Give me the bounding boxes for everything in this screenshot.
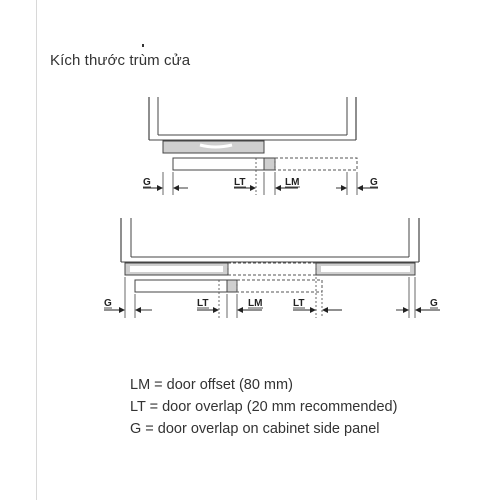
top-g-left-label: G bbox=[143, 177, 151, 188]
bottom-cabinet bbox=[121, 218, 419, 262]
bottom-rear-door-overlap bbox=[227, 280, 237, 292]
bottom-g-right-label: G bbox=[430, 298, 438, 309]
legend-g: G = door overlap on cabinet side panel bbox=[130, 421, 380, 437]
top-rear-door-overlap bbox=[264, 158, 275, 170]
top-cabinet bbox=[149, 97, 356, 140]
bottom-lt-label: LT bbox=[197, 298, 209, 309]
legend-lt: LT = door overlap (20 mm recommended) bbox=[130, 399, 398, 415]
bottom-rear-door bbox=[135, 280, 227, 292]
page-title: Kích thước trùm cửa bbox=[50, 52, 191, 69]
legend-lm: LM = door offset (80 mm) bbox=[130, 377, 293, 393]
bottom-front-door-gap bbox=[228, 263, 316, 275]
bottom-rear-door-open-position bbox=[237, 280, 322, 292]
top-rear-door bbox=[173, 158, 264, 170]
top-g-right-label: G bbox=[370, 177, 378, 188]
legend bbox=[130, 374, 397, 440]
top-lm-label: LM bbox=[285, 177, 300, 188]
top-lt-label: LT bbox=[234, 177, 246, 188]
bottom-g-left-label: G bbox=[104, 298, 112, 309]
bottom-lm-label: LM bbox=[248, 298, 263, 309]
bottom-lt-right-label: LT bbox=[293, 298, 305, 309]
top-rear-door-open-position bbox=[275, 158, 357, 170]
